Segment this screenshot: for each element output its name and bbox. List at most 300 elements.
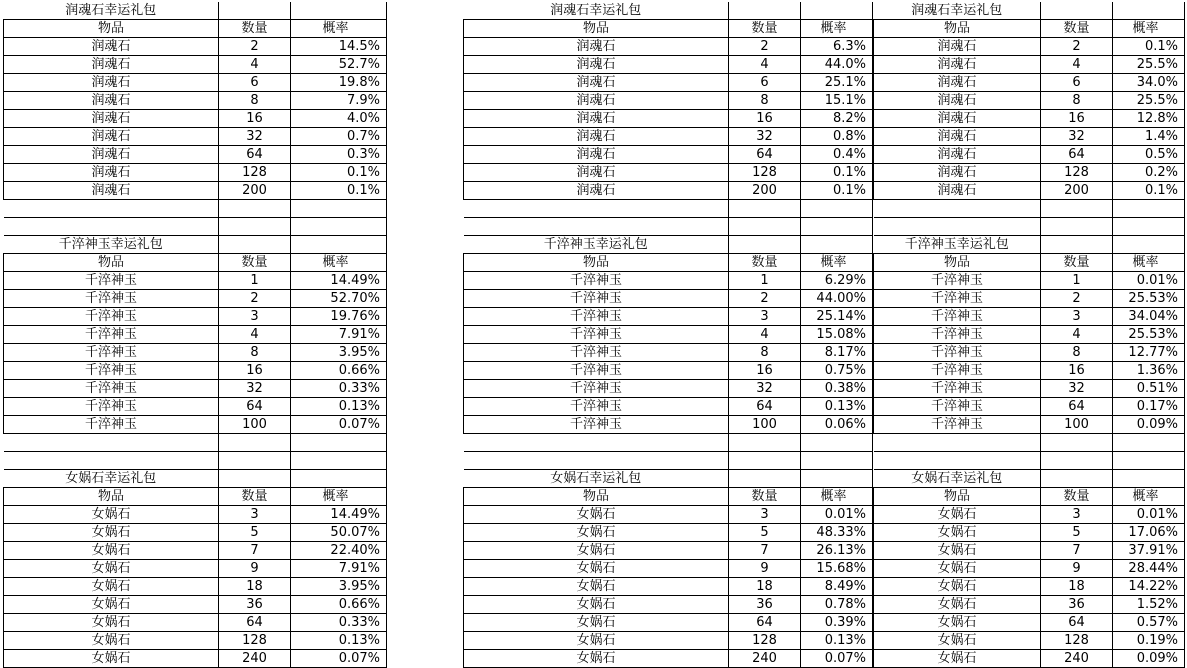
item-name-cell[interactable]: 女娲石 [464, 506, 729, 524]
probability-cell[interactable]: 0.39% [801, 614, 873, 632]
quantity-cell[interactable]: 18 [1041, 578, 1113, 596]
item-name-cell[interactable]: 女娲石 [4, 524, 219, 542]
empty-cell[interactable] [4, 434, 219, 452]
header-probability[interactable]: 概率 [291, 254, 387, 272]
quantity-cell[interactable]: 3 [1041, 506, 1113, 524]
probability-cell[interactable]: 0.01% [801, 506, 873, 524]
item-name-cell[interactable]: 润魂石 [464, 182, 729, 200]
item-name-cell[interactable]: 千淬神玉 [464, 272, 729, 290]
header-probability[interactable]: 概率 [801, 488, 873, 506]
quantity-cell[interactable]: 1 [219, 272, 291, 290]
item-name-cell[interactable]: 千淬神玉 [874, 272, 1041, 290]
probability-cell[interactable]: 25.14% [801, 308, 873, 326]
quantity-cell[interactable]: 9 [1041, 560, 1113, 578]
item-name-cell[interactable]: 千淬神玉 [4, 416, 219, 434]
probability-cell[interactable]: 22.40% [291, 542, 387, 560]
item-name-cell[interactable]: 女娲石 [4, 578, 219, 596]
item-name-cell[interactable]: 千淬神玉 [464, 290, 729, 308]
probability-cell[interactable]: 0.07% [801, 650, 873, 668]
probability-cell[interactable]: 0.06% [801, 416, 873, 434]
probability-cell[interactable]: 25.5% [1113, 92, 1185, 110]
quantity-cell[interactable]: 7 [1041, 542, 1113, 560]
quantity-cell[interactable]: 32 [729, 128, 801, 146]
empty-cell[interactable] [464, 200, 729, 218]
item-name-cell[interactable]: 润魂石 [464, 164, 729, 182]
header-quantity[interactable]: 数量 [219, 254, 291, 272]
header-quantity[interactable]: 数量 [729, 254, 801, 272]
quantity-cell[interactable]: 3 [729, 308, 801, 326]
probability-cell[interactable]: 7.91% [291, 326, 387, 344]
header-quantity[interactable]: 数量 [219, 20, 291, 38]
probability-cell[interactable]: 52.7% [291, 56, 387, 74]
quantity-cell[interactable]: 3 [1041, 308, 1113, 326]
empty-cell[interactable] [1113, 2, 1185, 20]
item-name-cell[interactable]: 女娲石 [4, 650, 219, 668]
quantity-cell[interactable]: 200 [1041, 182, 1113, 200]
empty-cell[interactable] [1041, 236, 1113, 254]
quantity-cell[interactable]: 32 [219, 128, 291, 146]
item-name-cell[interactable]: 女娲石 [464, 596, 729, 614]
quantity-cell[interactable]: 6 [1041, 74, 1113, 92]
item-name-cell[interactable]: 千淬神玉 [874, 308, 1041, 326]
quantity-cell[interactable]: 16 [1041, 110, 1113, 128]
empty-cell[interactable] [1113, 470, 1185, 488]
header-item[interactable]: 物品 [4, 488, 219, 506]
empty-cell[interactable] [1113, 434, 1185, 452]
quantity-cell[interactable]: 1 [1041, 272, 1113, 290]
header-item[interactable]: 物品 [874, 20, 1041, 38]
item-name-cell[interactable]: 千淬神玉 [464, 416, 729, 434]
probability-cell[interactable]: 0.1% [291, 182, 387, 200]
quantity-cell[interactable]: 2 [729, 290, 801, 308]
empty-cell[interactable] [1113, 218, 1185, 236]
probability-cell[interactable]: 12.77% [1113, 344, 1185, 362]
probability-cell[interactable]: 48.33% [801, 524, 873, 542]
probability-cell[interactable]: 14.49% [291, 272, 387, 290]
probability-cell[interactable]: 0.19% [1113, 632, 1185, 650]
item-name-cell[interactable]: 千淬神玉 [4, 362, 219, 380]
empty-cell[interactable] [801, 200, 873, 218]
probability-cell[interactable]: 6.29% [801, 272, 873, 290]
empty-cell[interactable] [219, 452, 291, 470]
quantity-cell[interactable]: 36 [729, 596, 801, 614]
item-name-cell[interactable]: 千淬神玉 [874, 290, 1041, 308]
header-quantity[interactable]: 数量 [1041, 254, 1113, 272]
probability-cell[interactable]: 3.95% [291, 344, 387, 362]
item-name-cell[interactable]: 女娲石 [4, 560, 219, 578]
pack-title[interactable]: 千淬神玉幸运礼包 [4, 236, 219, 254]
item-name-cell[interactable]: 润魂石 [464, 128, 729, 146]
probability-cell[interactable]: 14.5% [291, 38, 387, 56]
probability-cell[interactable]: 0.66% [291, 596, 387, 614]
quantity-cell[interactable]: 32 [219, 380, 291, 398]
item-name-cell[interactable]: 女娲石 [4, 632, 219, 650]
item-name-cell[interactable]: 千淬神玉 [874, 380, 1041, 398]
item-name-cell[interactable]: 千淬神玉 [874, 416, 1041, 434]
header-item[interactable]: 物品 [464, 20, 729, 38]
item-name-cell[interactable]: 女娲石 [874, 578, 1041, 596]
item-name-cell[interactable]: 女娲石 [874, 650, 1041, 668]
probability-cell[interactable]: 50.07% [291, 524, 387, 542]
item-name-cell[interactable]: 润魂石 [874, 164, 1041, 182]
probability-cell[interactable]: 0.13% [801, 632, 873, 650]
quantity-cell[interactable]: 5 [219, 524, 291, 542]
probability-cell[interactable]: 44.0% [801, 56, 873, 74]
quantity-cell[interactable]: 18 [729, 578, 801, 596]
item-name-cell[interactable]: 女娲石 [874, 506, 1041, 524]
empty-cell[interactable] [219, 236, 291, 254]
empty-cell[interactable] [874, 434, 1041, 452]
probability-cell[interactable]: 14.49% [291, 506, 387, 524]
header-probability[interactable]: 概率 [1113, 254, 1185, 272]
probability-cell[interactable]: 0.2% [1113, 164, 1185, 182]
header-probability[interactable]: 概率 [801, 254, 873, 272]
quantity-cell[interactable]: 64 [729, 146, 801, 164]
quantity-cell[interactable]: 8 [729, 344, 801, 362]
item-name-cell[interactable]: 女娲石 [464, 524, 729, 542]
item-name-cell[interactable]: 千淬神玉 [4, 272, 219, 290]
probability-cell[interactable]: 52.70% [291, 290, 387, 308]
header-quantity[interactable]: 数量 [729, 20, 801, 38]
quantity-cell[interactable]: 8 [1041, 344, 1113, 362]
header-probability[interactable]: 概率 [1113, 20, 1185, 38]
probability-cell[interactable]: 0.3% [291, 146, 387, 164]
item-name-cell[interactable]: 千淬神玉 [4, 398, 219, 416]
empty-cell[interactable] [1113, 452, 1185, 470]
header-item[interactable]: 物品 [464, 488, 729, 506]
quantity-cell[interactable]: 8 [1041, 92, 1113, 110]
header-item[interactable]: 物品 [4, 20, 219, 38]
probability-cell[interactable]: 0.13% [291, 398, 387, 416]
quantity-cell[interactable]: 100 [729, 416, 801, 434]
quantity-cell[interactable]: 5 [1041, 524, 1113, 542]
empty-cell[interactable] [729, 218, 801, 236]
item-name-cell[interactable]: 润魂石 [464, 56, 729, 74]
quantity-cell[interactable]: 32 [729, 380, 801, 398]
quantity-cell[interactable]: 6 [729, 74, 801, 92]
quantity-cell[interactable]: 2 [219, 38, 291, 56]
quantity-cell[interactable]: 8 [729, 92, 801, 110]
quantity-cell[interactable]: 128 [729, 164, 801, 182]
probability-cell[interactable]: 34.0% [1113, 74, 1185, 92]
header-quantity[interactable]: 数量 [729, 488, 801, 506]
probability-cell[interactable]: 0.1% [801, 164, 873, 182]
probability-cell[interactable]: 0.13% [801, 398, 873, 416]
item-name-cell[interactable]: 千淬神玉 [464, 326, 729, 344]
empty-cell[interactable] [291, 470, 387, 488]
empty-cell[interactable] [801, 2, 873, 20]
quantity-cell[interactable]: 100 [1041, 416, 1113, 434]
item-name-cell[interactable]: 润魂石 [874, 110, 1041, 128]
probability-cell[interactable]: 8.49% [801, 578, 873, 596]
header-quantity[interactable]: 数量 [1041, 20, 1113, 38]
empty-cell[interactable] [291, 218, 387, 236]
empty-cell[interactable] [729, 470, 801, 488]
probability-cell[interactable]: 14.22% [1113, 578, 1185, 596]
empty-cell[interactable] [291, 2, 387, 20]
pack-title[interactable]: 千淬神玉幸运礼包 [464, 236, 729, 254]
quantity-cell[interactable]: 16 [219, 362, 291, 380]
header-quantity[interactable]: 数量 [1041, 488, 1113, 506]
probability-cell[interactable]: 0.1% [1113, 182, 1185, 200]
quantity-cell[interactable]: 64 [219, 146, 291, 164]
quantity-cell[interactable]: 4 [1041, 326, 1113, 344]
quantity-cell[interactable]: 64 [219, 614, 291, 632]
quantity-cell[interactable]: 4 [219, 56, 291, 74]
probability-cell[interactable]: 0.07% [291, 416, 387, 434]
probability-cell[interactable]: 25.53% [1113, 290, 1185, 308]
empty-cell[interactable] [801, 452, 873, 470]
empty-cell[interactable] [729, 452, 801, 470]
item-name-cell[interactable]: 女娲石 [464, 578, 729, 596]
item-name-cell[interactable]: 润魂石 [4, 110, 219, 128]
header-item[interactable]: 物品 [874, 488, 1041, 506]
probability-cell[interactable]: 0.7% [291, 128, 387, 146]
quantity-cell[interactable]: 4 [729, 56, 801, 74]
probability-cell[interactable]: 0.07% [291, 650, 387, 668]
item-name-cell[interactable]: 千淬神玉 [464, 362, 729, 380]
empty-cell[interactable] [729, 236, 801, 254]
item-name-cell[interactable]: 润魂石 [874, 56, 1041, 74]
item-name-cell[interactable]: 千淬神玉 [4, 380, 219, 398]
probability-cell[interactable]: 0.78% [801, 596, 873, 614]
probability-cell[interactable]: 1.4% [1113, 128, 1185, 146]
item-name-cell[interactable]: 女娲石 [874, 524, 1041, 542]
empty-cell[interactable] [291, 452, 387, 470]
empty-cell[interactable] [219, 218, 291, 236]
item-name-cell[interactable]: 女娲石 [464, 632, 729, 650]
probability-cell[interactable]: 0.09% [1113, 416, 1185, 434]
probability-cell[interactable]: 0.5% [1113, 146, 1185, 164]
probability-cell[interactable]: 17.06% [1113, 524, 1185, 542]
item-name-cell[interactable]: 润魂石 [4, 164, 219, 182]
empty-cell[interactable] [4, 452, 219, 470]
item-name-cell[interactable]: 女娲石 [464, 560, 729, 578]
probability-cell[interactable]: 8.2% [801, 110, 873, 128]
header-item[interactable]: 物品 [874, 254, 1041, 272]
empty-cell[interactable] [1041, 2, 1113, 20]
quantity-cell[interactable]: 32 [1041, 128, 1113, 146]
quantity-cell[interactable]: 4 [219, 326, 291, 344]
empty-cell[interactable] [1041, 218, 1113, 236]
item-name-cell[interactable]: 润魂石 [464, 38, 729, 56]
item-name-cell[interactable]: 润魂石 [4, 92, 219, 110]
item-name-cell[interactable]: 润魂石 [464, 146, 729, 164]
probability-cell[interactable]: 0.38% [801, 380, 873, 398]
probability-cell[interactable]: 37.91% [1113, 542, 1185, 560]
item-name-cell[interactable]: 千淬神玉 [4, 308, 219, 326]
quantity-cell[interactable]: 64 [1041, 398, 1113, 416]
quantity-cell[interactable]: 16 [729, 362, 801, 380]
pack-title[interactable]: 千淬神玉幸运礼包 [874, 236, 1041, 254]
quantity-cell[interactable]: 3 [219, 308, 291, 326]
empty-cell[interactable] [464, 452, 729, 470]
empty-cell[interactable] [874, 452, 1041, 470]
quantity-cell[interactable]: 2 [1041, 290, 1113, 308]
quantity-cell[interactable]: 64 [729, 398, 801, 416]
quantity-cell[interactable]: 9 [219, 560, 291, 578]
item-name-cell[interactable]: 千淬神玉 [874, 344, 1041, 362]
quantity-cell[interactable]: 64 [729, 614, 801, 632]
quantity-cell[interactable]: 8 [219, 92, 291, 110]
empty-cell[interactable] [729, 434, 801, 452]
pack-title[interactable]: 润魂石幸运礼包 [4, 2, 219, 20]
item-name-cell[interactable]: 女娲石 [4, 506, 219, 524]
probability-cell[interactable]: 0.01% [1113, 272, 1185, 290]
probability-cell[interactable]: 0.13% [291, 632, 387, 650]
empty-cell[interactable] [4, 218, 219, 236]
empty-cell[interactable] [219, 470, 291, 488]
empty-cell[interactable] [219, 434, 291, 452]
probability-cell[interactable]: 28.44% [1113, 560, 1185, 578]
item-name-cell[interactable]: 润魂石 [4, 146, 219, 164]
header-item[interactable]: 物品 [4, 254, 219, 272]
item-name-cell[interactable]: 千淬神玉 [4, 344, 219, 362]
quantity-cell[interactable]: 32 [1041, 380, 1113, 398]
probability-cell[interactable]: 0.4% [801, 146, 873, 164]
probability-cell[interactable]: 3.95% [291, 578, 387, 596]
quantity-cell[interactable]: 2 [1041, 38, 1113, 56]
quantity-cell[interactable]: 128 [219, 164, 291, 182]
probability-cell[interactable]: 26.13% [801, 542, 873, 560]
probability-cell[interactable]: 25.1% [801, 74, 873, 92]
item-name-cell[interactable]: 千淬神玉 [464, 308, 729, 326]
probability-cell[interactable]: 7.91% [291, 560, 387, 578]
quantity-cell[interactable]: 64 [1041, 614, 1113, 632]
empty-cell[interactable] [219, 200, 291, 218]
pack-title[interactable]: 润魂石幸运礼包 [464, 2, 729, 20]
item-name-cell[interactable]: 女娲石 [874, 614, 1041, 632]
quantity-cell[interactable]: 240 [729, 650, 801, 668]
item-name-cell[interactable]: 女娲石 [874, 542, 1041, 560]
item-name-cell[interactable]: 女娲石 [464, 650, 729, 668]
probability-cell[interactable]: 0.66% [291, 362, 387, 380]
item-name-cell[interactable]: 润魂石 [4, 38, 219, 56]
empty-cell[interactable] [801, 236, 873, 254]
item-name-cell[interactable]: 千淬神玉 [874, 398, 1041, 416]
item-name-cell[interactable]: 千淬神玉 [874, 362, 1041, 380]
quantity-cell[interactable]: 36 [219, 596, 291, 614]
probability-cell[interactable]: 15.08% [801, 326, 873, 344]
item-name-cell[interactable]: 女娲石 [4, 542, 219, 560]
item-name-cell[interactable]: 千淬神玉 [464, 344, 729, 362]
probability-cell[interactable]: 0.1% [801, 182, 873, 200]
empty-cell[interactable] [1041, 200, 1113, 218]
probability-cell[interactable]: 7.9% [291, 92, 387, 110]
quantity-cell[interactable]: 200 [729, 182, 801, 200]
quantity-cell[interactable]: 128 [219, 632, 291, 650]
empty-cell[interactable] [874, 200, 1041, 218]
empty-cell[interactable] [801, 470, 873, 488]
quantity-cell[interactable]: 128 [1041, 632, 1113, 650]
quantity-cell[interactable]: 240 [1041, 650, 1113, 668]
quantity-cell[interactable]: 2 [219, 290, 291, 308]
probability-cell[interactable]: 0.75% [801, 362, 873, 380]
empty-cell[interactable] [291, 236, 387, 254]
probability-cell[interactable]: 6.3% [801, 38, 873, 56]
item-name-cell[interactable]: 润魂石 [874, 38, 1041, 56]
quantity-cell[interactable]: 64 [219, 398, 291, 416]
item-name-cell[interactable]: 润魂石 [4, 56, 219, 74]
empty-cell[interactable] [729, 200, 801, 218]
empty-cell[interactable] [1113, 200, 1185, 218]
empty-cell[interactable] [801, 218, 873, 236]
empty-cell[interactable] [1041, 470, 1113, 488]
probability-cell[interactable]: 0.1% [291, 164, 387, 182]
item-name-cell[interactable]: 润魂石 [4, 74, 219, 92]
probability-cell[interactable]: 34.04% [1113, 308, 1185, 326]
quantity-cell[interactable]: 1 [729, 272, 801, 290]
probability-cell[interactable]: 1.36% [1113, 362, 1185, 380]
item-name-cell[interactable]: 润魂石 [4, 128, 219, 146]
header-probability[interactable]: 概率 [801, 20, 873, 38]
item-name-cell[interactable]: 润魂石 [874, 128, 1041, 146]
item-name-cell[interactable]: 润魂石 [874, 146, 1041, 164]
quantity-cell[interactable]: 6 [219, 74, 291, 92]
probability-cell[interactable]: 4.0% [291, 110, 387, 128]
quantity-cell[interactable]: 7 [729, 542, 801, 560]
item-name-cell[interactable]: 千淬神玉 [4, 290, 219, 308]
probability-cell[interactable]: 12.8% [1113, 110, 1185, 128]
item-name-cell[interactable]: 润魂石 [464, 74, 729, 92]
empty-cell[interactable] [874, 218, 1041, 236]
item-name-cell[interactable]: 千淬神玉 [4, 326, 219, 344]
empty-cell[interactable] [1041, 434, 1113, 452]
quantity-cell[interactable]: 200 [219, 182, 291, 200]
probability-cell[interactable]: 8.17% [801, 344, 873, 362]
pack-title[interactable]: 女娲石幸运礼包 [4, 470, 219, 488]
item-name-cell[interactable]: 女娲石 [874, 596, 1041, 614]
quantity-cell[interactable]: 2 [729, 38, 801, 56]
empty-cell[interactable] [291, 200, 387, 218]
empty-cell[interactable] [801, 434, 873, 452]
quantity-cell[interactable]: 3 [219, 506, 291, 524]
quantity-cell[interactable]: 16 [729, 110, 801, 128]
probability-cell[interactable]: 1.52% [1113, 596, 1185, 614]
empty-cell[interactable] [464, 218, 729, 236]
probability-cell[interactable]: 0.01% [1113, 506, 1185, 524]
item-name-cell[interactable]: 千淬神玉 [464, 380, 729, 398]
quantity-cell[interactable]: 4 [1041, 56, 1113, 74]
probability-cell[interactable]: 15.1% [801, 92, 873, 110]
item-name-cell[interactable]: 女娲石 [874, 560, 1041, 578]
empty-cell[interactable] [291, 434, 387, 452]
quantity-cell[interactable]: 7 [219, 542, 291, 560]
probability-cell[interactable]: 25.5% [1113, 56, 1185, 74]
probability-cell[interactable]: 19.76% [291, 308, 387, 326]
probability-cell[interactable]: 0.33% [291, 614, 387, 632]
probability-cell[interactable]: 19.8% [291, 74, 387, 92]
empty-cell[interactable] [1041, 452, 1113, 470]
probability-cell[interactable]: 0.33% [291, 380, 387, 398]
empty-cell[interactable] [4, 200, 219, 218]
item-name-cell[interactable]: 润魂石 [874, 182, 1041, 200]
header-probability[interactable]: 概率 [291, 488, 387, 506]
item-name-cell[interactable]: 润魂石 [874, 74, 1041, 92]
quantity-cell[interactable]: 240 [219, 650, 291, 668]
item-name-cell[interactable]: 女娲石 [464, 614, 729, 632]
probability-cell[interactable]: 0.09% [1113, 650, 1185, 668]
quantity-cell[interactable]: 16 [219, 110, 291, 128]
probability-cell[interactable]: 44.00% [801, 290, 873, 308]
quantity-cell[interactable]: 36 [1041, 596, 1113, 614]
pack-title[interactable]: 女娲石幸运礼包 [464, 470, 729, 488]
quantity-cell[interactable]: 18 [219, 578, 291, 596]
empty-cell[interactable] [464, 434, 729, 452]
quantity-cell[interactable]: 64 [1041, 146, 1113, 164]
header-item[interactable]: 物品 [464, 254, 729, 272]
probability-cell[interactable]: 0.57% [1113, 614, 1185, 632]
